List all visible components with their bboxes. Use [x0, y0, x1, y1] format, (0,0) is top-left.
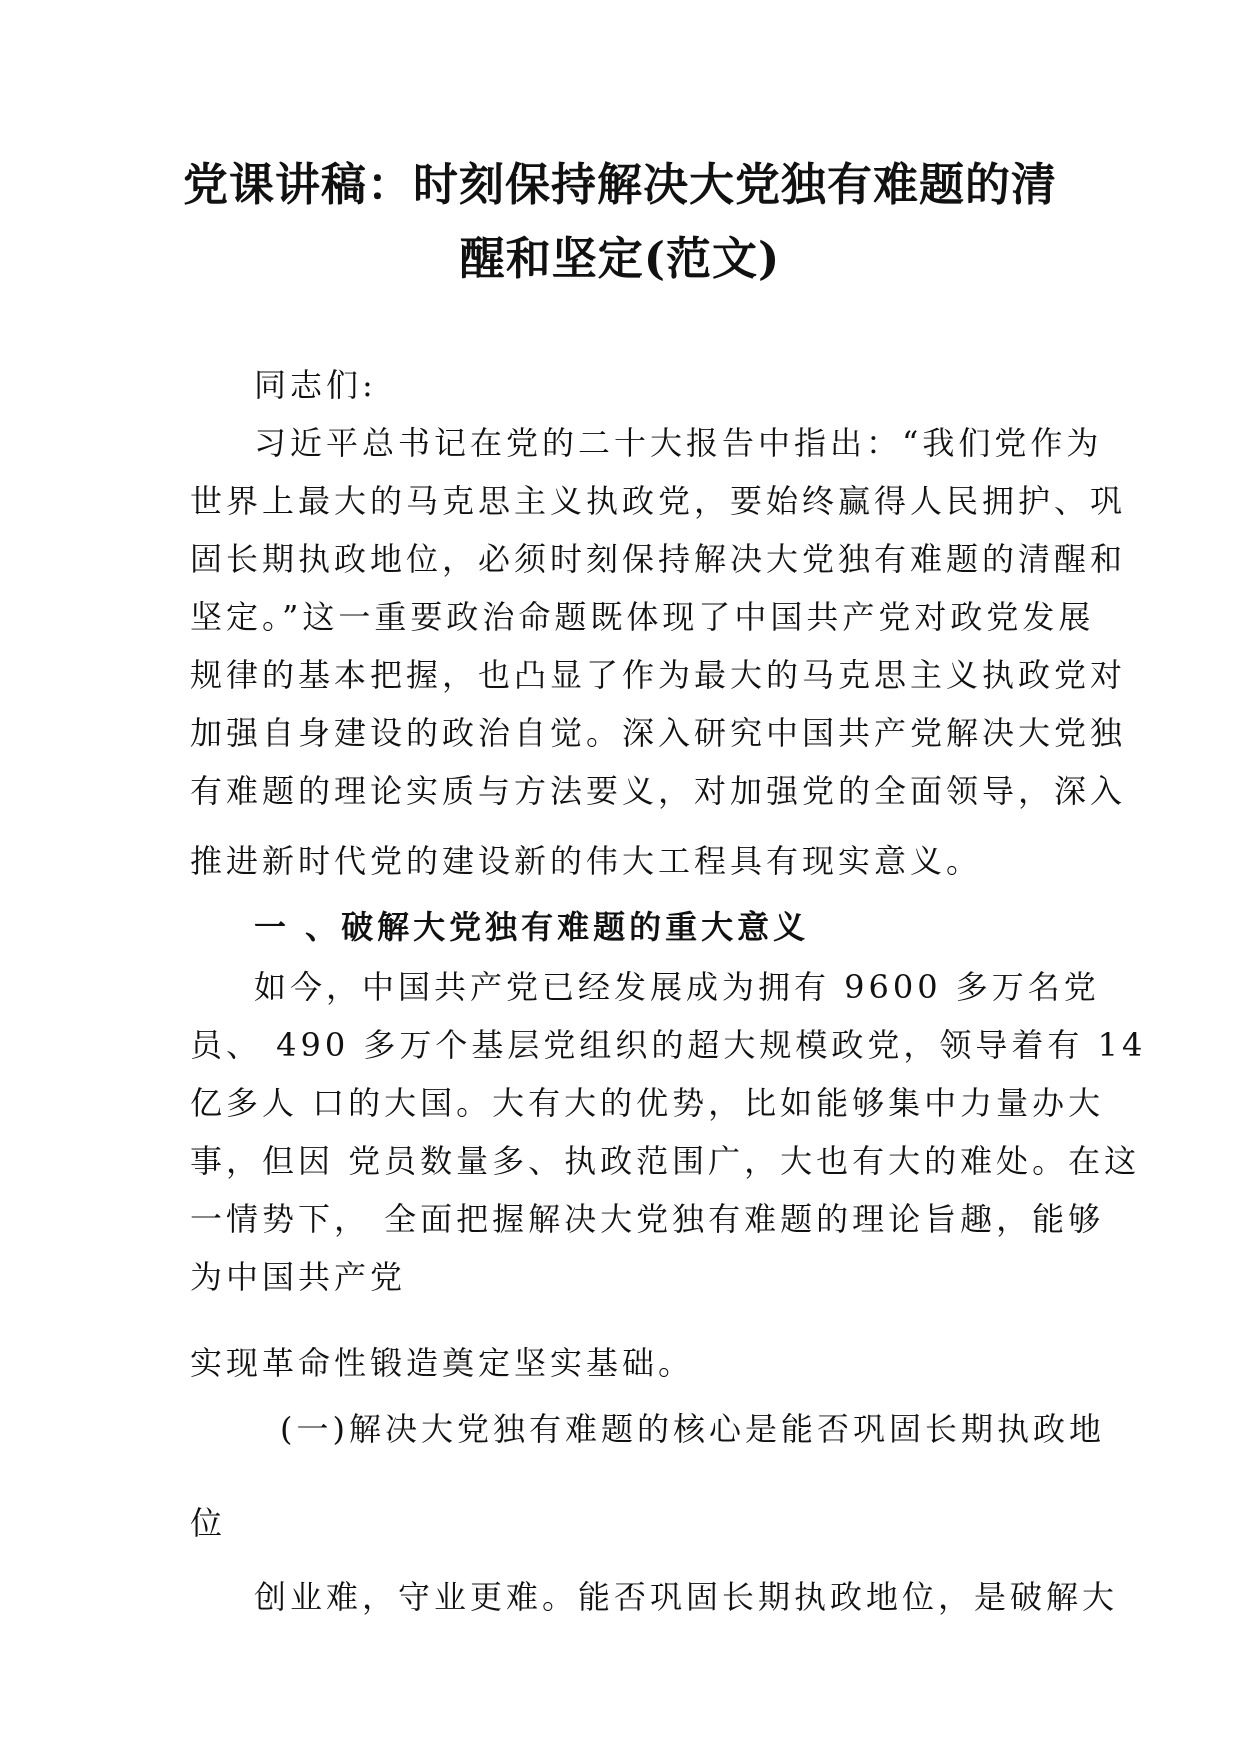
intro-paragraph — [190, 414, 1127, 820]
section1-line: 员、 490 多万个基层党组织的超大规模政党，领导着有 14 — [190, 1026, 1147, 1064]
intro-line: 有难题的理论实质与方法要义，对加强党的全面领导，深入 — [190, 772, 1127, 810]
section1-line: 一情势下， 全面把握解决大党独有难题的理论旨趣，能够 — [190, 1200, 1105, 1238]
intro-line: 习近平总书记在党的二十大报告中指出：“我们党作为 — [254, 424, 1103, 462]
intro-line: 坚定。”这一重要政治命题既体现了中国共产党对政党发展 — [190, 598, 1095, 636]
intro-line: 固长期执政地位，必须时刻保持解决大党独有难题的清醒和 — [190, 540, 1127, 578]
section1-line: 如今，中国共产党已经发展成为拥有 9600 多万名党 — [254, 968, 1100, 1006]
section-heading-1: 一 、破解大党独有难题的重大意义 — [254, 908, 810, 946]
subsection1-paragraph: 创业难，守业更难。能否巩固长期执政地位，是破解大 — [254, 1578, 1119, 1616]
intro-line: 加强自身建设的政治自觉。深入研究中国共产党解决大党独 — [190, 714, 1127, 752]
section1-line: 为中国共产党 — [190, 1258, 407, 1296]
section1-line: 事，但因 党员数量多、执政范围广，大也有大的难处。在这 — [190, 1142, 1141, 1180]
intro-line: 世界上最大的马克思主义执政党，要始终赢得人民拥护、巩 — [190, 482, 1127, 520]
document-title — [150, 148, 1090, 296]
title-line-1: 党课讲稿：时刻保持解决大党独有难题的清 — [182, 158, 1057, 211]
subsection-heading-1: (一)解决大党独有难题的核心是能否巩固长期执政地 — [280, 1410, 1105, 1448]
intro-line: 规律的基本把握，也凸显了作为最大的马克思主义执政党对 — [190, 656, 1127, 694]
salutation: 同志们: — [254, 366, 377, 404]
section1-tail: 实现革命性锻造奠定坚实基础。 — [190, 1344, 695, 1382]
section1-paragraph — [190, 958, 1147, 1306]
section1-line: 亿多人 口的大国。大有大的优势，比如能够集中力量办大 — [190, 1084, 1105, 1122]
title-line-2: 醒和坚定(范文) — [459, 232, 781, 285]
intro-last-line: 推进新时代党的建设新的伟大工程具有现实意义。 — [190, 842, 983, 880]
subsection-heading-1-tail: 位 — [190, 1504, 227, 1542]
